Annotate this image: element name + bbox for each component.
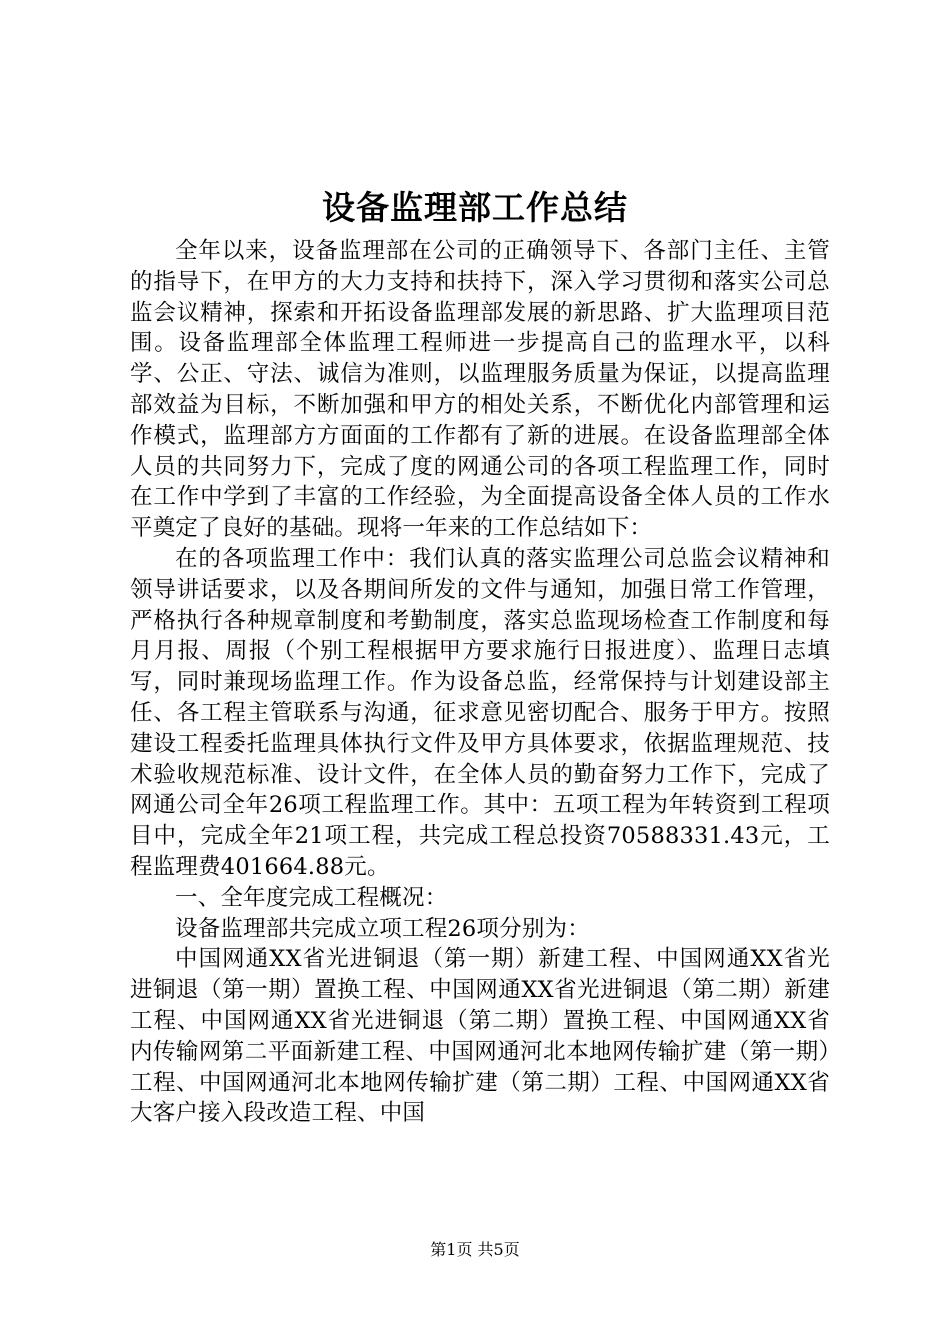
document-title: 设备监理部工作总结 [322,188,628,227]
paragraph-project-count: 设备监理部共完成立项工程26项分别为： [175,915,590,942]
section-heading-overview: 一、全年度完成工程概况： [175,884,448,911]
document-body [130,236,830,1129]
paragraph-intro: 全年以来，设备监理部在公司的正确领导下、各部门主任、主管的指导下，在甲方的大力支持和扶持下，深入学习贯彻和落实公司总监会议精神，探索和开拓设备监理部发展的新思路、扩大监理项目范围。设备监理部全体监理工程师进一步提高自己的监理水平，以科学、公正、守法、诚信为准则，以监理服务质量为保证，以提高监理部效益为目标，不断加强和甲方的相处关系，不断优化内部管理和运作模式，监理部方方面面的工作都有了新的进展。在设备监理部全体人员的共同努力下，完成了度的网通公司的各项工程监理工作，同时在工作中学到了丰富的工作经验，为全面提高设备全体人员的工作水平奠定了良好的基础。现将一年来的工作总结如下： [130,238,830,542]
paragraph-project-list: 中国网通XX省光进铜退（第一期）新建工程、中国网通XX省光进铜退（第一期）置换工程、中国网通XX省光进铜退（第二期）新建工程、中国网通XX省光进铜退（第二期）置换工程、中国网通XX省内传输网第二平面新建工程、中国网通河北本地网传输扩建（第一期）工程、中国网通河北本地网传输扩建（第二期）工程、中国网通XX省大客户接入段改造工程、中国 [130,946,830,1127]
page-footer: 第1页 共5页 [430,1240,520,1259]
paragraph-work-summary: 在的各项监理工作中：我们认真的落实监理公司总监会议精神和领导讲话要求，以及各期间所发的文件与通知，加强日常工作管理，严格执行各种规章制度和考勤制度，落实总监现场检查工作制度和每月月报、周报（个别工程根据甲方要求施行日报进度）、监理日志填写，同时兼现场监理工作。作为设备总监，经常保持与计划建设部主任、各工程主管联系与沟通，征求意见密切配合、服务于甲方。按照建设工程委托监理具体执行文件及甲方具体要求，依据监理规范、技术验收规范标准、设计文件，在全体人员的勤奋努力工作下，完成了网通公司全年26项工程监理工作。其中：五项工程为年转资到工程项目中，完成全年21项工程，共完成工程总投资70588331.43元，工程监理费401664.88元。 [130,545,830,880]
